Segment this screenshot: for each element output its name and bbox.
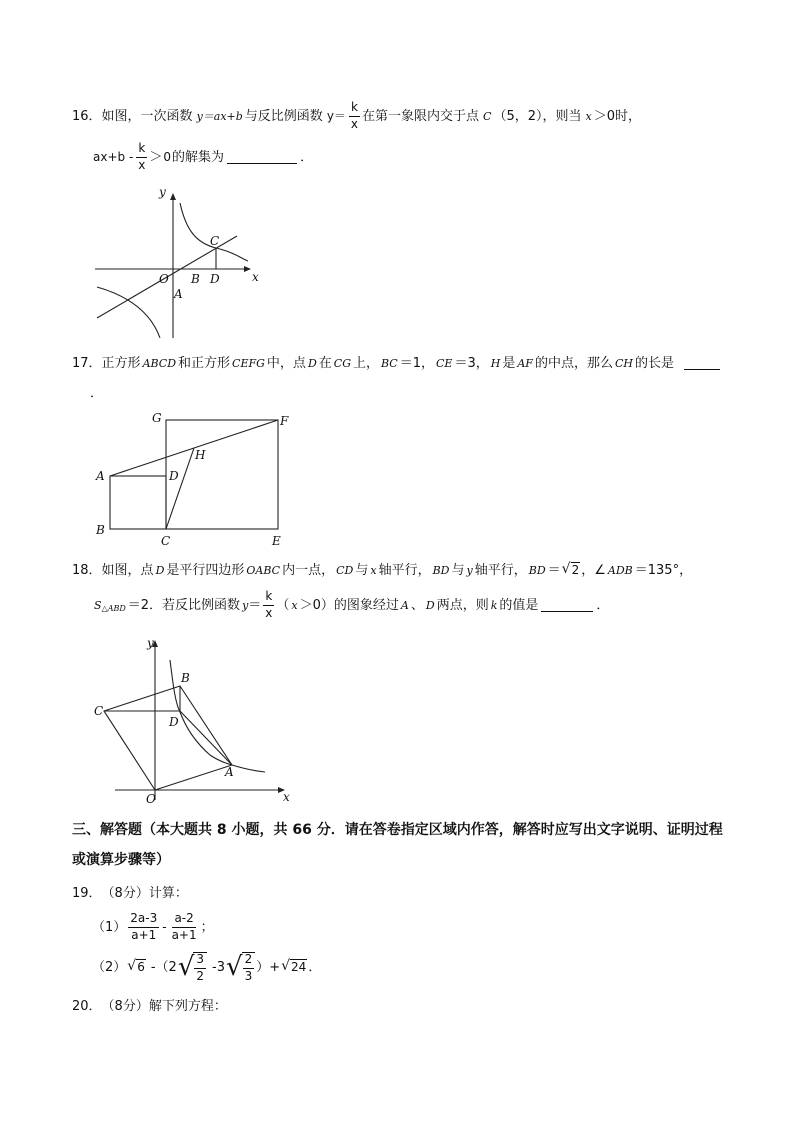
question-text: 的解集为 [172, 149, 225, 165]
math-expression: y＝ax+b [196, 109, 243, 123]
label-b: B [191, 272, 200, 286]
question-text: （ [276, 597, 290, 613]
fraction-denominator: 3 [244, 969, 253, 983]
answer-blank [541, 599, 593, 612]
square-root [562, 562, 581, 577]
label-g: G [152, 411, 162, 425]
label-a: A [225, 765, 234, 779]
label-f: F [280, 414, 289, 428]
fraction-numerator: 2 [243, 953, 255, 969]
question-text: 、 [410, 597, 424, 613]
math-expression: -（2 [150, 959, 177, 975]
q18-figure [90, 632, 295, 810]
math-variable: ADB [607, 563, 633, 577]
label-c: C [94, 704, 104, 718]
question-text: 是平行四边形 [166, 562, 245, 578]
fraction-numerator: k [349, 101, 360, 117]
square-cefg [166, 420, 278, 529]
fraction-numerator: k [263, 590, 274, 606]
math-variable: BD [432, 563, 450, 577]
label-d: D [169, 469, 179, 483]
fraction [194, 953, 206, 984]
math-variable: k [490, 598, 498, 612]
q16-line1 [72, 100, 641, 132]
q18-line2 [92, 589, 609, 621]
question-text: 的中点，那么 [534, 355, 613, 371]
math-variable: S [94, 598, 102, 612]
q17-figure [92, 405, 292, 550]
radical-sign: √ [281, 958, 291, 975]
label-x: x [283, 790, 290, 804]
label-c: C [210, 234, 220, 248]
question-text: ． [308, 959, 322, 975]
radicand: 6 [137, 960, 145, 975]
label-b: B [181, 671, 190, 685]
math-variable: BD [528, 563, 546, 577]
square-root [127, 959, 146, 974]
fraction-denominator: a+1 [131, 927, 157, 942]
math-expression: ）+ [256, 959, 281, 975]
question-text: ． [90, 385, 104, 401]
question-number: 20． [72, 998, 102, 1014]
square-root [178, 950, 207, 984]
label-y: y [159, 185, 166, 199]
question-text: （8分）解下列方程： [101, 998, 227, 1014]
question-text: 正方形 [101, 355, 141, 371]
question-text: ＞0时， [593, 108, 642, 124]
question-number: 16． [72, 108, 102, 124]
fraction [128, 912, 159, 943]
question-text: 轴平行， [378, 562, 431, 578]
math-variable: x [370, 563, 377, 577]
question-number: 18． [72, 562, 102, 578]
question-text: 两点，则 [436, 597, 489, 613]
math-variable: A [400, 598, 409, 612]
question-text: ＞0）的图象经过 [299, 597, 399, 613]
question-text: 与反比例函数 [244, 108, 323, 124]
square-root [226, 950, 255, 984]
question-text: 和正方形 [178, 355, 231, 371]
math-symbol: - [162, 920, 167, 934]
question-text: 上， [353, 355, 380, 371]
question-text: 在 [318, 355, 332, 371]
math-symbol: ＝ [248, 597, 262, 613]
math-variable: OABC [246, 563, 281, 577]
q20-line1 [72, 996, 227, 1016]
radical-sign: √ [226, 952, 243, 982]
parallelogram-oabc [104, 686, 232, 790]
question-text: ． [596, 597, 610, 613]
label-a: A [174, 287, 183, 301]
square-abcd [110, 476, 166, 529]
label-e: E [272, 534, 281, 548]
question-text: ＝3， [454, 355, 489, 371]
fraction-denominator: x [265, 605, 273, 620]
question-text: ＝2．若反比例函数 [127, 597, 241, 613]
question-text: 与 [355, 562, 369, 578]
q19-line1 [72, 883, 188, 903]
question-text: 如图，一次函数 [101, 108, 193, 124]
question-text: ＝1， [399, 355, 435, 371]
question-text: ； [200, 919, 214, 935]
question-text: 内一点， [282, 562, 335, 578]
radicand: 2 [571, 563, 580, 578]
part-label: （1） [92, 919, 127, 935]
label-o: O [146, 792, 156, 806]
fraction-denominator: 2 [196, 969, 205, 983]
question-number: 17． [72, 355, 102, 371]
q17-line1 [72, 353, 723, 373]
q16-line2 [92, 141, 313, 173]
math-variable: x [585, 109, 592, 123]
radicand [193, 952, 207, 984]
math-variable: CE [436, 356, 453, 370]
label-y: y [147, 636, 154, 650]
label-h: H [195, 448, 206, 462]
question-text: （5，2），则当 [493, 108, 582, 124]
section-heading-text: 或演算步骤等） [72, 852, 170, 868]
question-text: 是 [502, 355, 516, 371]
question-number: 19． [72, 885, 102, 901]
math-variable: D [425, 598, 435, 612]
fraction-numerator: 2a-3 [128, 912, 159, 928]
math-variable: x [291, 598, 298, 612]
label-o: O [159, 272, 169, 286]
math-variable: CH [614, 356, 633, 370]
math-variable: y [466, 563, 473, 577]
math-variable: AF [517, 356, 533, 370]
answer-blank [684, 357, 720, 370]
fraction-denominator: x [350, 116, 359, 131]
x-axis-arrow [244, 266, 251, 272]
label-d: D [169, 715, 179, 729]
q19-part2 [92, 949, 321, 985]
math-subscript: △ABD [101, 604, 126, 613]
fraction [243, 953, 255, 984]
math-expression: -3 [212, 959, 225, 975]
radical-sign: √ [127, 958, 137, 975]
math-expression: y＝ [326, 109, 346, 123]
question-text: 如图，点 [101, 562, 154, 578]
radicand: 24 [291, 960, 307, 975]
label-a: A [96, 469, 105, 483]
fraction-numerator: a-2 [172, 912, 195, 928]
question-text: 与 [451, 562, 465, 578]
fraction [136, 142, 147, 173]
y-axis-arrow [170, 193, 176, 200]
math-symbol: ＝ [547, 562, 561, 578]
section-heading-line2 [72, 850, 170, 870]
q19-part1 [92, 911, 214, 943]
math-variable: CEFG [232, 356, 265, 370]
question-text: 的长是 [634, 355, 674, 371]
square-root [281, 959, 307, 974]
math-variable: H [490, 356, 501, 370]
q16-figure [88, 183, 268, 345]
math-symbol: ＞ [149, 149, 163, 165]
math-variable: D [155, 563, 165, 577]
fraction [263, 590, 274, 621]
question-text: ＝135°， [634, 562, 693, 578]
question-text: ，∠ [581, 562, 606, 578]
fraction-numerator: k [136, 142, 147, 158]
math-variable: CG [333, 356, 351, 370]
answer-blank [227, 151, 297, 164]
radicand [242, 952, 256, 984]
question-text: 在第一象限内交于点 [362, 108, 480, 124]
math-value: 0 [163, 150, 172, 164]
math-variable: C [483, 109, 492, 123]
fraction-denominator: a+1 [171, 927, 197, 942]
math-variable: y [242, 598, 249, 612]
section-heading-line1 [72, 820, 723, 840]
question-text: ． [300, 149, 314, 165]
fraction [170, 912, 199, 943]
radical-sign: √ [561, 561, 571, 578]
q18-line1 [72, 560, 692, 580]
part-label: （2） [92, 959, 127, 975]
math-variable: ABCD [142, 356, 177, 370]
fraction-denominator: x [138, 157, 146, 172]
question-text: 的值是 [499, 597, 539, 613]
label-b: B [96, 523, 105, 537]
radical-sign: √ [177, 952, 195, 982]
question-text: （8分）计算： [101, 885, 188, 901]
segment-ch [166, 448, 194, 529]
hyperbola-branch-first-quadrant [180, 203, 248, 261]
question-text: 中，点 [266, 355, 306, 371]
label-d: D [210, 272, 220, 286]
math-variable: BC [381, 356, 398, 370]
fraction-numerator: 3 [194, 953, 206, 969]
question-text: 轴平行， [474, 562, 527, 578]
section-heading-text: 三、解答题（本大题共 8 小题，共 66 分．请在答卷指定区域内作答，解答时应写出文字说明、证明过程 [72, 822, 723, 838]
q17-line2 [90, 384, 103, 402]
math-variable: CD [336, 563, 354, 577]
math-expression: ax+b - [93, 150, 134, 164]
segment-ad [180, 711, 232, 765]
label-x: x [252, 270, 259, 284]
math-variable: D [307, 356, 317, 370]
label-c: C [161, 534, 171, 548]
fraction [349, 101, 360, 132]
